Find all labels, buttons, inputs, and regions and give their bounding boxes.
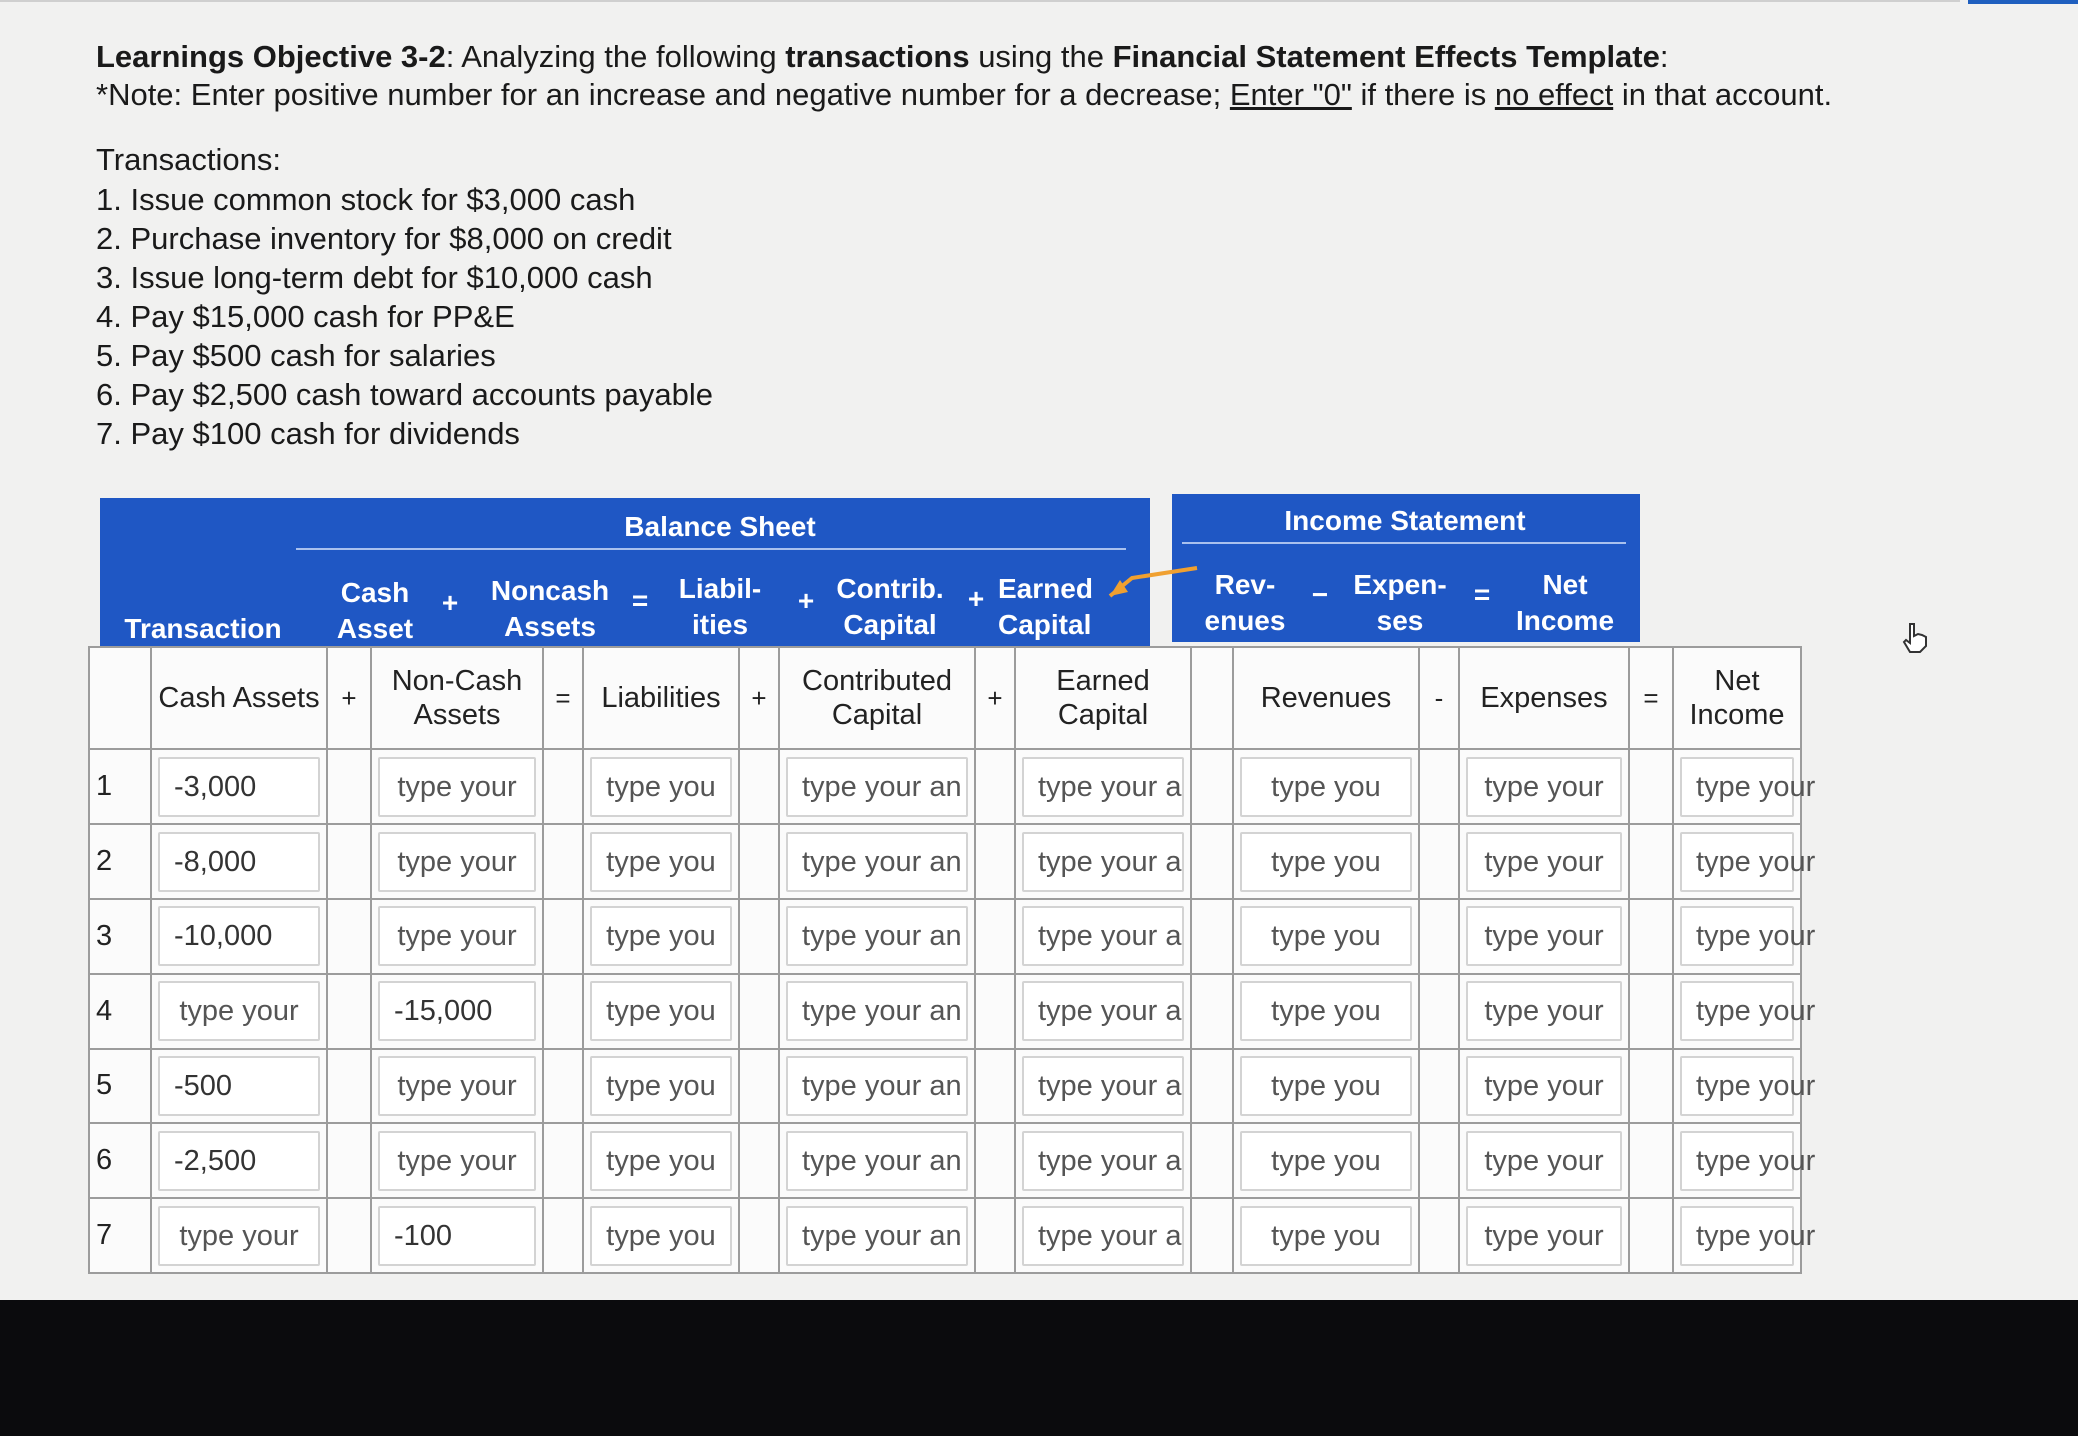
operator-cell [327,1198,371,1273]
operator-cell [1629,1049,1673,1124]
input-cell-rev [1233,749,1419,824]
list-item: 3. Issue long-term debt for $10,000 cash [96,260,653,295]
input-cell-rev [1233,1198,1419,1273]
fse-template-banner [100,498,1640,656]
operator-cell [1629,974,1673,1049]
cash-input[interactable]: type your [158,981,320,1041]
exp-input[interactable]: type your [1466,1056,1622,1116]
list-item: 6. Pay $2,500 cash toward accounts payable [96,377,713,412]
exp-input[interactable]: type your [1466,1206,1622,1266]
operator-cell [975,899,1015,974]
noncash-input[interactable]: type your [378,906,536,966]
operator-cell [543,1198,583,1273]
operator-cell [739,824,779,899]
input-cell-earned [1015,1049,1191,1124]
balance-sheet-rule [296,548,1126,550]
input-cell-exp [1459,824,1629,899]
table-body [89,749,1816,1273]
header-revenues: Revenues [1233,647,1419,749]
liab-input[interactable]: type you [590,1206,732,1266]
operator-cell [543,1049,583,1124]
input-cell-exp [1459,749,1629,824]
table-row [89,974,1801,1049]
input-cell-earned [1015,974,1191,1049]
op-equals: = [543,647,583,749]
col-earned-line2: Capital [998,609,1092,640]
ni-input[interactable]: type your [1680,1131,1794,1191]
input-cell-exp [1459,1198,1629,1273]
operator-cell [1191,899,1233,974]
objective-label: Learnings Objective 3-2 [96,39,446,74]
col-noncash-line1: Noncash [490,575,610,606]
earned-input[interactable]: type your a [1022,1056,1184,1116]
operator-cell [1419,824,1459,899]
col-liab-line1: Liabil- [678,573,762,604]
operator-cell [543,899,583,974]
ni-input[interactable]: type your [1680,757,1794,817]
cash-input[interactable]: -500 [158,1056,320,1116]
liab-input[interactable]: type you [590,757,732,817]
list-item: 4. Pay $15,000 cash for PP&E [96,299,515,334]
header-blank [89,647,151,749]
col-exp-line2: ses [1376,605,1424,636]
op-equals: = [1629,647,1673,749]
header-cash: Cash Assets [151,647,327,749]
operator-cell [739,749,779,824]
operator-cell [739,899,779,974]
op-plus: + [967,583,985,614]
input-cell-rev [1233,824,1419,899]
contrib-input[interactable]: type your an [786,1131,968,1191]
table-row [89,824,1801,899]
col-transaction: Transaction [124,613,282,644]
operator-cell [543,974,583,1049]
input-cell-rev [1233,1123,1419,1198]
op-equals: = [631,585,649,616]
row-number: 6 [89,1123,151,1198]
liab-input[interactable]: type you [590,981,732,1041]
cash-input[interactable]: -3,000 [158,757,320,817]
note-line: *Note: Enter positive number for an increase and negative number for a decrease; Enter "0" if there is no effect in that account. [96,77,1833,112]
input-cell-contrib [779,974,975,1049]
liab-input[interactable]: type you [590,906,732,966]
table-row [89,1049,1801,1124]
input-cell-noncash [371,974,543,1049]
row-number: 5 [89,1049,151,1124]
input-cell-ni [1673,974,1816,1049]
input-cell-contrib [779,899,975,974]
row-number: 4 [89,974,151,1049]
input-cell-noncash [371,899,543,974]
operator-cell [975,1049,1015,1124]
header-noncash: Non-Cash Assets [371,647,543,749]
operator-cell [1191,824,1233,899]
exp-input[interactable]: type your [1466,906,1622,966]
header-net-income: Net Income [1673,647,1801,749]
cash-input[interactable]: -10,000 [158,906,320,966]
exp-input[interactable]: type your [1466,757,1622,817]
operator-cell [543,749,583,824]
operator-cell [1419,974,1459,1049]
operator-cell [1419,1049,1459,1124]
arrow-icon [1102,558,1202,618]
col-cash-line2: Asset [336,613,414,644]
operator-cell [1629,824,1673,899]
input-cell-cash [151,824,327,899]
row-number: 2 [89,824,151,899]
header-earned: Earned Capital [1015,647,1191,749]
input-cell-noncash [371,824,543,899]
input-cell-contrib [779,749,975,824]
row-number: 3 [89,899,151,974]
top-accent-bar [1968,0,2078,4]
header-contrib: Contributed Capital [779,647,975,749]
noncash-input[interactable]: -15,000 [378,981,536,1041]
col-ni-line2: Income [1515,605,1615,636]
input-cell-cash [151,974,327,1049]
operator-cell [1629,749,1673,824]
operator-cell [739,1123,779,1198]
operator-cell [1629,1123,1673,1198]
input-cell-ni [1673,749,1816,824]
contrib-input[interactable]: type your an [786,1206,968,1266]
rev-input[interactable]: type you [1240,906,1412,966]
input-cell-exp [1459,1123,1629,1198]
list-item: 5. Pay $500 cash for salaries [96,338,496,373]
col-cash-line1: Cash [340,577,410,608]
input-cell-earned [1015,749,1191,824]
operator-cell [1191,1198,1233,1273]
earned-input[interactable]: type your a [1022,1206,1184,1266]
input-cell-ni [1673,1123,1816,1198]
operator-cell [1419,1123,1459,1198]
contrib-input[interactable]: type your an [786,757,968,817]
input-cell-contrib [779,1198,975,1273]
contrib-input[interactable]: type your an [786,981,968,1041]
input-cell-ni [1673,1198,1816,1273]
input-cell-rev [1233,974,1419,1049]
input-cell-cash [151,1198,327,1273]
operator-cell [327,899,371,974]
input-cell-cash [151,749,327,824]
operator-cell [1419,749,1459,824]
op-plus: + [797,585,815,616]
input-cell-exp [1459,899,1629,974]
input-cell-earned [1015,1198,1191,1273]
input-cell-ni [1673,824,1816,899]
noncash-input[interactable]: -100 [378,1206,536,1266]
fse-input-table [88,646,1816,1274]
table-row [89,1123,1801,1198]
liab-input[interactable]: type you [590,832,732,892]
list-item: 2. Purchase inventory for $8,000 on credit [96,221,672,256]
transactions-title: Transactions: [96,142,281,177]
rev-input[interactable]: type you [1240,981,1412,1041]
noncash-input[interactable]: type your [378,757,536,817]
input-cell-contrib [779,1123,975,1198]
col-ni-line1: Net [1542,569,1588,600]
earned-input[interactable]: type your a [1022,757,1184,817]
operator-cell [1629,899,1673,974]
earned-input[interactable]: type your a [1022,906,1184,966]
noncash-input[interactable]: type your [378,832,536,892]
exp-input[interactable]: type your [1466,832,1622,892]
op-equals: = [1473,579,1491,610]
top-border [0,0,1960,2]
rev-input[interactable]: type you [1240,1131,1412,1191]
list-item: 1. Issue common stock for $3,000 cash [96,182,636,217]
operator-cell [975,749,1015,824]
cash-input[interactable]: -2,500 [158,1131,320,1191]
input-cell-noncash [371,749,543,824]
contrib-input[interactable]: type your an [786,1056,968,1116]
table-row [89,899,1801,974]
input-cell-cash [151,1049,327,1124]
noncash-input[interactable]: type your [378,1131,536,1191]
rev-input[interactable]: type you [1240,757,1412,817]
input-cell-liab [583,1049,739,1124]
operator-cell [975,1198,1015,1273]
operator-cell [1629,1198,1673,1273]
row-number: 7 [89,1198,151,1273]
input-cell-liab [583,824,739,899]
input-cell-earned [1015,899,1191,974]
input-cell-liab [583,974,739,1049]
operator-cell [327,824,371,899]
header-gap [1191,647,1233,749]
input-cell-rev [1233,899,1419,974]
header-expenses: Expenses [1459,647,1629,749]
operator-cell [1191,749,1233,824]
transactions-list [96,180,2056,453]
input-cell-noncash [371,1123,543,1198]
rev-input[interactable]: type you [1240,1206,1412,1266]
col-earned-line1: Earned [998,573,1093,604]
operator-cell [739,1049,779,1124]
operator-cell [543,824,583,899]
ni-input[interactable]: type your [1680,981,1794,1041]
ni-input[interactable]: type your [1680,1056,1794,1116]
input-cell-liab [583,749,739,824]
input-cell-contrib [779,824,975,899]
ni-input[interactable]: type your [1680,1206,1794,1266]
op-plus: + [975,647,1015,749]
input-cell-ni [1673,1049,1816,1124]
table-header-row [89,647,1801,749]
income-statement-rule [1182,542,1626,544]
col-rev-line1: Rev- [1214,569,1276,600]
contrib-input[interactable]: type your an [786,832,968,892]
operator-cell [327,1049,371,1124]
input-cell-noncash [371,1049,543,1124]
col-contrib-line2: Capital [843,609,937,640]
col-noncash-line2: Assets [504,611,596,642]
input-cell-earned [1015,1123,1191,1198]
input-cell-exp [1459,974,1629,1049]
operator-cell [1191,974,1233,1049]
earned-input[interactable]: type your a [1022,832,1184,892]
instructions [96,38,2056,453]
col-liab-line2: ities [691,609,749,640]
table-row [89,749,1801,824]
liab-input[interactable]: type you [590,1131,732,1191]
operator-cell [543,1123,583,1198]
hand-cursor-icon [1900,620,1930,654]
income-statement-title: Income Statement [1284,505,1526,536]
table-row [89,1198,1801,1273]
cash-input[interactable]: -8,000 [158,832,320,892]
list-item: 7. Pay $100 cash for dividends [96,416,520,451]
objective-line: Learnings Objective 3-2: Analyzing the following transactions using the Financial Statement Effects Template: [96,39,1669,74]
op-minus: - [1419,647,1459,749]
earned-input[interactable]: type your a [1022,981,1184,1041]
operator-cell [327,1123,371,1198]
op-plus: + [739,647,779,749]
col-contrib-line1: Contrib. [836,573,944,604]
input-cell-liab [583,1198,739,1273]
cash-input[interactable]: type your [158,1206,320,1266]
input-cell-liab [583,1123,739,1198]
operator-cell [1419,1198,1459,1273]
input-cell-liab [583,899,739,974]
contrib-input[interactable]: type your an [786,906,968,966]
rev-input[interactable]: type you [1240,1056,1412,1116]
exp-input[interactable]: type your [1466,981,1622,1041]
op-plus: + [441,587,459,618]
col-exp-line1: Expen- [1353,569,1447,600]
input-cell-contrib [779,1049,975,1124]
operator-cell [1191,1123,1233,1198]
ni-input[interactable]: type your [1680,832,1794,892]
input-cell-exp [1459,1049,1629,1124]
earned-input[interactable]: type your a [1022,1131,1184,1191]
input-cell-noncash [371,1198,543,1273]
ni-input[interactable]: type your [1680,906,1794,966]
liab-input[interactable]: type you [590,1056,732,1116]
input-cell-cash [151,899,327,974]
input-cell-rev [1233,1049,1419,1124]
exp-input[interactable]: type your [1466,1131,1622,1191]
input-cell-earned [1015,824,1191,899]
operator-cell [1419,899,1459,974]
operator-cell [975,824,1015,899]
header-liabilities: Liabilities [583,647,739,749]
row-number: 1 [89,749,151,824]
balance-sheet-title: Balance Sheet [624,511,816,542]
noncash-input[interactable]: type your [378,1056,536,1116]
input-cell-cash [151,1123,327,1198]
op-plus: + [327,647,371,749]
operator-cell [327,749,371,824]
operator-cell [739,974,779,1049]
rev-input[interactable]: type you [1240,832,1412,892]
operator-cell [327,974,371,1049]
op-minus: − [1311,579,1329,610]
col-rev-line2: enues [1204,605,1286,636]
operator-cell [975,974,1015,1049]
operator-cell [1191,1049,1233,1124]
input-cell-ni [1673,899,1816,974]
operator-cell [739,1198,779,1273]
operator-cell [975,1123,1015,1198]
